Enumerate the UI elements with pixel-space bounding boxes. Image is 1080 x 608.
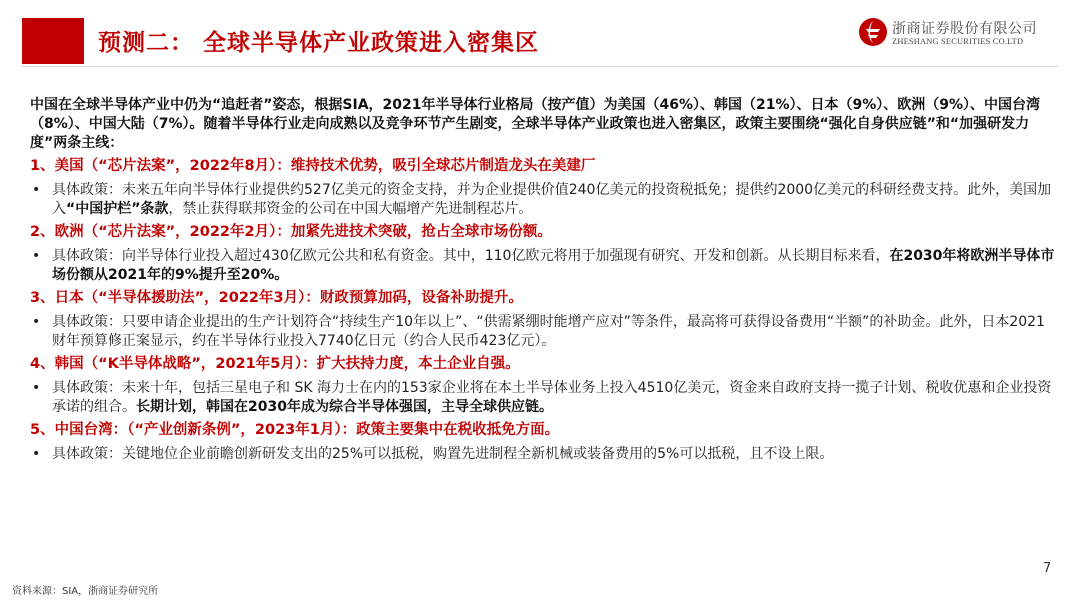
section-heading: 5、中国台湾：（“产业创新条例”，2023年1月）：政策主要集中在税收抵免方面。	[30, 422, 560, 438]
bullet-icon: •	[32, 248, 41, 264]
bullet-icon: •	[32, 446, 41, 462]
company-logo	[858, 17, 1058, 51]
policy-highlight: 在2030年将欧洲半导体市场份额从2021年的9%提升至20%。	[52, 248, 1055, 283]
section-korea	[30, 355, 1056, 417]
policy-bullet	[30, 379, 1056, 417]
title-accent-block	[22, 18, 84, 64]
section-usa	[30, 157, 1056, 219]
section-taiwan	[30, 421, 1056, 464]
policy-bullet	[30, 181, 1056, 219]
page-number: 7	[1043, 561, 1052, 576]
zheshang-logo-icon	[858, 17, 888, 47]
policy-text: 具体政策：只要申请企业提出的生产计划符合“持续生产10年以上”、“供需紧绷时能增产应对”等条件，最高将可获得设备费用“半额”的补助金。此外，日本2021财年预算修正案显示，约在半导体行业投入7740亿日元（约合人民币423亿元）。	[52, 314, 1045, 349]
bullet-icon: •	[32, 380, 41, 396]
policy-text: 具体政策：关键地位企业前瞻创新研发支出的25%可以抵税，购置先进制程全新机械或装备费用的5%可以抵税，且不设上限。	[52, 446, 834, 462]
policy-text: 具体政策：未来十年，包括三星电子和 SK 海力士在内的153家企业将在本土半导体业务上投入4510亿美元，资金来自政府支持一揽子计划、税收优惠和企业投资承诺的组合。	[52, 380, 1052, 415]
policy-text-tail: ，禁止获得联邦资金的公司在中国大幅增产先进制程芯片。	[168, 201, 533, 217]
section-europe	[30, 223, 1056, 285]
logo-chinese-name: 浙商证券股份有限公司	[892, 21, 1037, 37]
source-note: 资料来源：SIA，浙商证券研究所	[12, 586, 159, 597]
section-heading: 2、欧洲（“芯片法案”，2022年2月）：加紧先进技术突破，抢占全球市场份额。	[30, 224, 552, 240]
page-title: 预测二： 全球半导体产业政策进入密集区	[98, 30, 540, 56]
main-content	[30, 96, 1056, 467]
section-heading: 1、美国（“芯片法案”，2022年8月）：维持技术优势，吸引全球芯片制造龙头在美建厂	[30, 158, 596, 174]
title-divider	[22, 66, 1058, 67]
policy-bullet	[30, 445, 1056, 464]
policy-text: 具体政策：未来五年向半导体行业提供约527亿美元的资金支持，并为企业提供价值240亿美元的投资税抵免；提供约2000亿美元的科研经费支持。此外，美国加入	[52, 182, 1052, 217]
section-japan	[30, 289, 1056, 351]
logo-english-name: ZHESHANG SECURITIES CO.LTD	[892, 37, 1024, 46]
section-heading: 4、韩国（“K半导体战略”，2021年5月）：扩大扶持力度，本土企业自强。	[30, 356, 520, 372]
section-heading: 3、日本（“半导体援助法”，2022年3月）：财政预算加码，设备补助提升。	[30, 290, 523, 306]
bullet-icon: •	[32, 314, 41, 330]
policy-bullet	[30, 247, 1056, 285]
policy-bullet	[30, 313, 1056, 351]
policy-text: 具体政策：向半导体行业投入超过430亿欧元公共和私有资金。其中，110亿欧元将用于加强现有研究、开发和创新。从长期目标来看，	[52, 248, 890, 264]
policy-highlight: “中国护栏”条款	[66, 201, 169, 217]
intro-paragraph: 中国在全球半导体产业中仍为“追赶者”姿态，根据SIA，2021年半导体行业格局（按产值）为美国（46%）、韩国（21%）、日本（9%）、欧洲（9%）、中国台湾（8%）、中国大陆（7%）。随着半导体行业走向成熟以及竞争环节产生剧变，全球半导体产业政策也进入密集区，政策主要围绕“强化自身供应链”和“加强研发力度”两条主线：	[30, 97, 1041, 151]
bullet-icon: •	[32, 182, 41, 198]
policy-highlight: 长期计划，韩国在2030年成为综合半导体强国，主导全球供应链。	[136, 399, 553, 415]
